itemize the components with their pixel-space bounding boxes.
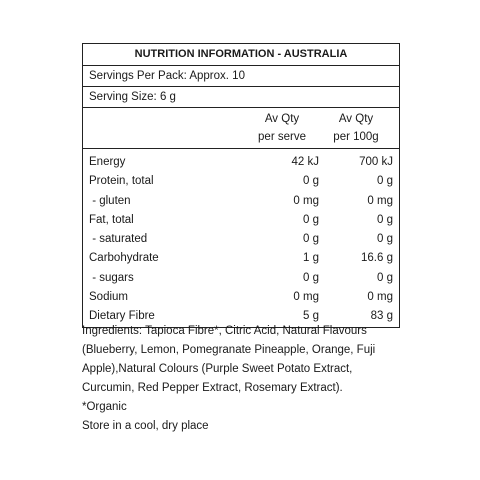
per-100g-value: 0 g [377, 271, 393, 284]
per-serve-value: 42 kJ [291, 156, 319, 168]
per-serve-value: 0 g [303, 233, 319, 246]
servings-per-pack: Servings Per Pack: Approx. 10 [83, 66, 399, 87]
ingredients-text [82, 322, 402, 417]
nutrient-name: - sugars [89, 271, 134, 284]
ingredients-line: Ingredients: Tapioca Fibre*, Citric Acid, Natural Flavours [82, 325, 367, 337]
per-serve-value: 0 g [303, 213, 319, 226]
per-100g-value: 0 mg [367, 194, 393, 207]
column-header-row [83, 108, 399, 149]
ingredients-line: (Blueberry, Lemon, Pomegranate Pineapple, Orange, Fuji [82, 344, 376, 356]
per-100g-value: 700 kJ [359, 156, 393, 168]
table-row [83, 211, 399, 230]
per-100g-value: 0 g [377, 233, 393, 246]
storage-instructions: Store in a cool, dry place [82, 420, 209, 432]
nutrient-name: Dietary Fibre [89, 310, 155, 323]
nutrient-name: Energy [89, 156, 126, 168]
nutrient-name: - saturated [89, 233, 148, 246]
per-serve-value: 0 mg [293, 194, 319, 207]
per-serve-value: 0 mg [293, 291, 319, 304]
table-row [83, 249, 399, 268]
per-serve-value: 0 g [303, 271, 319, 284]
column-per-100g-header: Av Qty per 100g [333, 113, 379, 143]
nutrient-rows [83, 149, 399, 327]
per-100g-value: 83 g [370, 310, 393, 323]
per-serve-value: 5 g [303, 310, 319, 323]
panel-title: NUTRITION INFORMATION - AUSTRALIA [83, 44, 399, 66]
nutrient-name: - gluten [89, 194, 131, 207]
per-100g-value: 0 g [377, 175, 393, 188]
ingredients-line: Apple),Natural Colours (Purple Sweet Potato Extract, [82, 363, 353, 375]
per-serve-value: 0 g [303, 175, 319, 188]
nutrition-panel [82, 43, 400, 328]
nutrient-name: Carbohydrate [89, 252, 159, 265]
table-row [83, 172, 399, 191]
ingredients-line: Curcumin, Red Pepper Extract, Rosemary Extract). [82, 382, 343, 394]
per-100g-value: 0 g [377, 213, 393, 226]
nutrient-name: Protein, total [89, 175, 154, 188]
serving-size: Serving Size: 6 g [83, 87, 399, 108]
per-serve-value: 1 g [303, 252, 319, 265]
column-per-serve-header: Av Qty per serve [258, 113, 306, 143]
nutrient-name: Fat, total [89, 213, 134, 226]
table-row [83, 230, 399, 249]
organic-note: *Organic [82, 401, 127, 413]
table-row [83, 269, 399, 288]
table-row [83, 153, 399, 172]
per-100g-value: 16.6 g [361, 252, 393, 265]
nutrient-name: Sodium [89, 291, 128, 304]
per-100g-value: 0 mg [367, 291, 393, 304]
table-row [83, 192, 399, 211]
table-row [83, 288, 399, 307]
